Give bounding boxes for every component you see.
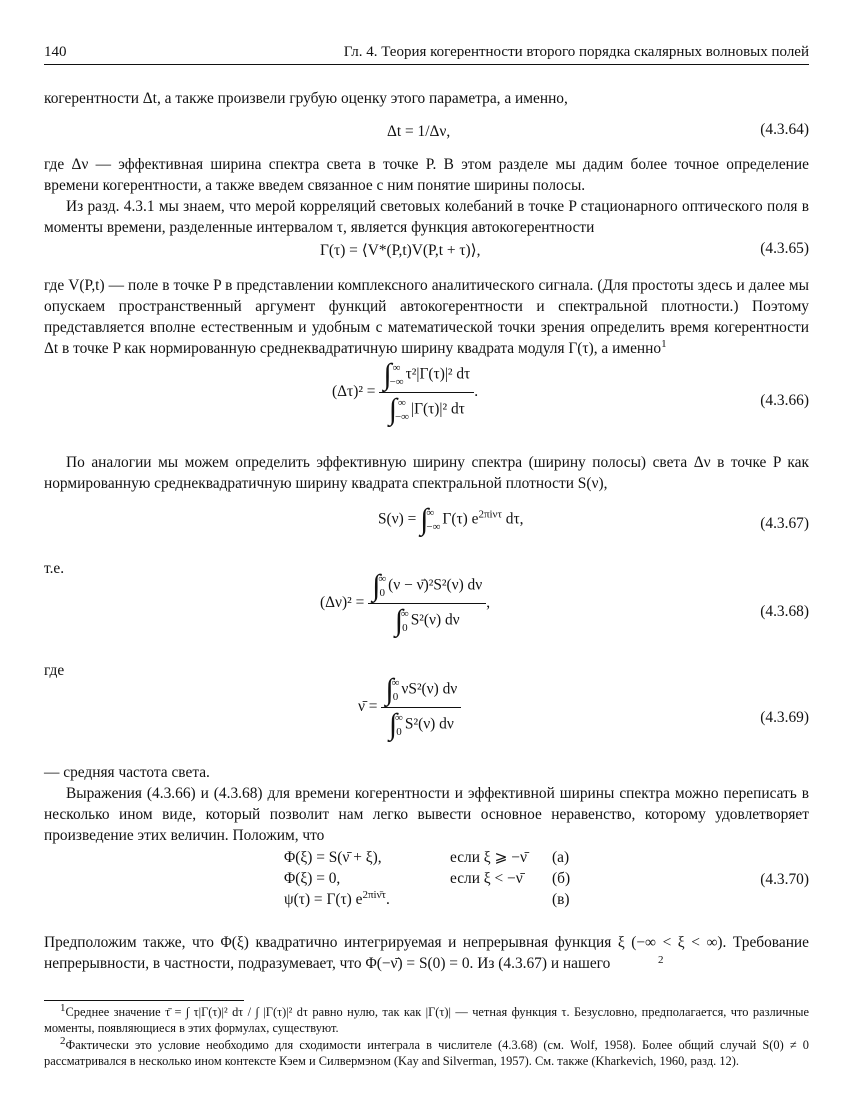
eq68-fraction xyxy=(368,571,486,636)
eq66-fraction xyxy=(379,360,474,425)
equation-4-3-67 xyxy=(378,505,524,535)
eq69-den-lim-top: ∞ xyxy=(395,712,403,724)
equation-label-4-3-69: (4.3.69) xyxy=(760,709,809,726)
eq69-denominator xyxy=(381,710,461,740)
fraction-bar xyxy=(368,603,486,604)
eq67-lim-bot: −∞ xyxy=(426,521,441,533)
paragraph-2: где Δν — эффективная ширина спектра света в точке P. В этом разделе мы дадим более точное определение времени когерентности, а также введем связанное с ним понятие ширины полосы. xyxy=(44,156,809,194)
eq69-numerator xyxy=(381,675,461,705)
eq66-lim-bot: −∞ xyxy=(389,376,404,388)
eq68-lhs: (Δν)² = xyxy=(320,594,365,612)
eq70-row-c-tail: . xyxy=(385,891,390,908)
footnote-2 xyxy=(44,1034,809,1069)
equation-label-4-3-68: (4.3.68) xyxy=(760,603,809,620)
integral-sign-icon: ∫ xyxy=(383,358,392,391)
integral-sign-icon: ∫ xyxy=(394,604,403,637)
integral-sign-icon: ∫ xyxy=(385,673,394,706)
paragraph-9: Выражения (4.3.66) и (4.3.68) для времени когерентности и эффективной ширины спектра можно переписать в несколько ином виде, который позволит нам легко вывести основное неравенство, которому удовлетворяет произведение этих величин. Положим, что xyxy=(44,785,809,844)
running-header xyxy=(44,44,809,65)
paragraph-10 xyxy=(44,932,809,974)
eq66-lhs: (Δτ)² = xyxy=(332,383,376,401)
eq70-row-b xyxy=(284,868,644,889)
footnote-2-text: Фактически это условие необходимо для сходимости интеграла в числителе (4.3.68) (см. Wolf, 1958). Более общий случай S(0) ≠ 0 рассматривался в несколько ином контексте Кэем и Силвермэном (Kay and Silverman, 1957). См. также (Kharkevich, 1960, разд. 12). xyxy=(44,1038,809,1068)
eq66-den-lim-bot: −∞ xyxy=(394,411,409,423)
eq67-exponent: 2πiντ xyxy=(478,508,502,521)
eq68-denominator xyxy=(368,606,486,636)
paragraph-8: — средняя частота света. xyxy=(44,764,210,781)
paragraph-3: Из разд. 4.3.1 мы знаем, что мерой корреляций световых колебаний в точке P стационарного оптического поля в моменты времени, разделенные интервалом τ, является функция автокогерентности xyxy=(44,198,809,236)
eq66-tail: . xyxy=(474,383,479,401)
equation-label-4-3-67: (4.3.67) xyxy=(760,515,809,532)
integral-sign-icon: ∫ xyxy=(388,393,397,426)
eq70-row-c-tag: (в) xyxy=(552,891,570,908)
eq69-num-text: νS²(ν) dν xyxy=(401,680,458,698)
equation-label-4-3-65: (4.3.65) xyxy=(760,240,809,257)
eq70-row-b-lhs: Φ(ξ) = 0, xyxy=(284,870,341,887)
eq68-numerator xyxy=(368,571,486,601)
eq70-row-a xyxy=(284,847,644,868)
eq70-row-b-cond: если ξ < −ν̄ xyxy=(450,870,523,887)
eq68-den-lim-bot: 0 xyxy=(402,622,408,634)
eq69-den-lim-bot: 0 xyxy=(396,726,402,738)
eq68-num-text: (ν − ν̄)²S²(ν) dν xyxy=(388,576,483,594)
eq67-body: Γ(τ) e xyxy=(442,510,479,528)
paragraph-10-text: Предположим также, что Φ(ξ) квадратично интегрируемая и непрерывная функция ξ (−∞ < ξ < ∞). Требование непрерывности, в частности, подразумевает, что Φ(−ν̄) = S(0) = 0. Из (4.3.67) и нашего xyxy=(44,934,809,972)
integral-sign-icon: ∫ xyxy=(388,708,398,741)
eq67-lim-top: ∞ xyxy=(426,507,435,519)
eq70-row-b-tag: (б) xyxy=(552,870,571,887)
eq69-den-text: S²(ν) dν xyxy=(404,715,454,733)
eq70-row-c-body: ψ(τ) = Γ(τ) e xyxy=(284,891,363,908)
footnote-1-text: Среднее значение τ̄ = ∫ τ|Γ(τ)|² dτ / ∫ |Γ(τ)|² dτ равно нулю, так как |Γ(τ)| — четная функция τ. Безусловно, предполагается, что различные моменты, появляющиеся в этих формулах, существуют. xyxy=(44,1005,809,1035)
equation-label-4-3-64: (4.3.64) xyxy=(760,121,809,138)
page-number: 140 xyxy=(44,44,67,60)
eq70-row-c-lhs xyxy=(284,889,390,910)
paragraph-6: т.е. xyxy=(44,560,65,577)
eq70-row-c-exponent: 2πiν̄τ xyxy=(362,888,386,901)
eq66-denominator xyxy=(379,395,474,425)
eq68-lim-bot: 0 xyxy=(379,587,385,599)
eq68-tail: , xyxy=(486,594,491,612)
eq66-den-text: |Γ(τ)|² dτ xyxy=(411,400,465,418)
eq68-den-lim-top: ∞ xyxy=(400,608,409,620)
paragraph-4-text: где V(P,t) — поле в точке P в представлении комплексного аналитического сигнала. (Для простоты здесь и далее мы опускаем пространственный аргумент функций автокогерентности и спектральной плотности.) Поэтому представляется вполне естественным и удобным с математической точки зрения определить время когерентности Δt в точке P как нормированную среднеквадратичную ширину квадрата модуля Γ(τ), а именно xyxy=(44,277,809,357)
footnote-1 xyxy=(44,1001,809,1036)
eq67-tail: dτ, xyxy=(501,510,524,528)
eq70-row-a-lhs: Φ(ξ) = S(ν̄ + ξ), xyxy=(284,849,382,866)
eq70-row-a-tag: (а) xyxy=(552,849,570,866)
eq69-lim-top: ∞ xyxy=(391,677,400,689)
footnote-mark-1: 1 xyxy=(661,337,667,350)
running-title: Гл. 4. Теория когерентности второго порядка скалярных волновых полей xyxy=(343,44,809,60)
integral-sign-icon: ∫ xyxy=(420,503,429,536)
page: 140 Гл. 4. Теория когерентности второго порядка скалярных волновых полей когерентности Δt, а также произвели грубую оценку этого параметра, а именно, Δt = 1/Δν, (4.3.64) где Δν — эффективная ширина спектра света в точке P. В этом разделе мы дадим более точное определение времени когерентности, а также введем связанное с ним понятие ширины полосы. Из разд. 4.3.1 мы знаем, что мерой корреляций световых колебаний в точке P стационарного оптического поля в моменты времени, разделенные интервалом τ, является функция автокогерентности Γ(τ) = ⟨V*(P,t)V(P,t + τ)⟩, (4.3.65) где V(P,t) — поле в точке P в представлении комплексного аналитического сигнала. (Для простоты здесь и далее мы опускаем пространственный аргумент функций автокогерентности и спектральной плотности.) Поэтому представляется вполне естественным и удобным с математической точки зрения определить время когерентности Δt в точке P как нормированную среднеквадратичную ширину квадрата модуля Γ(τ), а именно$^1$ (Δτ)² = ∫ ∞ −∞ τ²|Γ(τ)|² dτ ∫ ∞ −∞ |Γ(τ)|² dτ . (4.3.66) По аналогии мы можем определить эффективную ширину спектра (ширину полосы) света Δν в точке P как нормированную среднеквадратичную ширину квадрата спектральной плотности S(ν), S(ν) = ∫ ∞ −∞ Γ(τ) $e^{2\pi i\nu\tau}$ dτ, (4.3.67) т.е. (Δν)² = ∫ ∞ 0 (ν − ν̄)²S²(ν) dν ∫ ∞ 0 S²(ν) dν , (4.3.68) где ν̄ = ∫ ∞ 0 νS²(ν) dν ∫ ∞ 0 S²(ν) dν (4.3.69) — средняя частота света. Выражения (4.3.66) и (4.3.68) для времени когерентности и эффективной ширины спектра можно переписать в несколько ином виде, который позволит нам легко вывести основное неравенство, которому удовлетворяет произведение этих величин. Положим, что Φ(ξ) = S(ν̄ + ξ), если ξ ⩾ −ν̄ (а) Φ(ξ) = 0, если ξ < −ν̄ (б) ψ(τ) = Γ(τ) $e^{2\pi i\nū\tau}$. (в) (4.3.70) Предположим также, что Φ(ξ) квадратично интегрируемая и непрерывная функция ξ (−∞ < ξ < ∞). Требование непрерывности, в частности, подразумевает, что Φ(−ν̄) = S(0) = 0. Из (4.3.67) и нашего 2 1Среднее значение τ̄ = ∫ τ|Γ(τ)|² dτ / ∫ |Γ(τ)|² dτ равно нулю, так как |Γ(τ)| — четная функция τ. Безусловно, предполагается, что различные моменты, появляющиеся в этих формулах, существуют. 2Фактически это условие необходимо для сходимости интеграла в числителе (4.3.68) (см. Wolf, 1958). Более общий случай S(0) ≠ 0 рассматривался в несколько ином контексте Кэем и Силвермэном (Kay and Silverman, 1957). См. также (Kharkevich, 1960, разд. 12). xyxy=(44,44,809,1068)
eq66-lim-top: ∞ xyxy=(392,362,401,374)
equation-4-3-70 xyxy=(284,847,644,910)
footnote-1-mark: 1 xyxy=(60,1001,66,1014)
eq69-fraction xyxy=(381,675,461,740)
paragraph-1: когерентности Δt, а также произвели грубую оценку этого параметра, а именно, xyxy=(44,90,568,107)
equation-label-4-3-70: (4.3.70) xyxy=(760,871,809,888)
paragraph-4 xyxy=(44,275,809,359)
eq67-lhs: S(ν) = xyxy=(378,510,417,528)
footnote-2-mark: 2 xyxy=(60,1034,66,1047)
equation-4-3-68 xyxy=(320,571,490,636)
equation-4-3-65: Γ(τ) = ⟨V*(P,t)V(P,t + τ)⟩, xyxy=(320,242,481,259)
eq70-row-c xyxy=(284,889,644,910)
equation-4-3-64: Δt = 1/Δν, xyxy=(387,123,451,140)
eq68-den-text: S²(ν) dν xyxy=(410,611,460,629)
integral-sign-icon: ∫ xyxy=(372,569,381,602)
eq66-numerator xyxy=(379,360,474,390)
eq70-row-a-cond: если ξ ⩾ −ν̄ xyxy=(450,849,527,866)
eq66-num-text: τ²|Γ(τ)|² dτ xyxy=(405,365,471,383)
equation-4-3-66 xyxy=(332,360,478,425)
eq69-lhs: ν̄ = xyxy=(358,698,378,716)
paragraph-7: где xyxy=(44,662,65,679)
footnote-rule xyxy=(44,1000,244,1001)
equation-label-4-3-66: (4.3.66) xyxy=(760,392,809,409)
eq68-lim-top: ∞ xyxy=(378,573,387,585)
paragraph-5: По аналогии мы можем определить эффективную ширину спектра (ширину полосы) света Δν в точке P как нормированную среднеквадратичную ширину квадрата спектральной плотности S(ν), xyxy=(44,454,809,492)
equation-4-3-69 xyxy=(358,675,461,740)
eq69-lim-bot: 0 xyxy=(392,691,399,703)
eq66-den-lim-top: ∞ xyxy=(398,397,406,409)
